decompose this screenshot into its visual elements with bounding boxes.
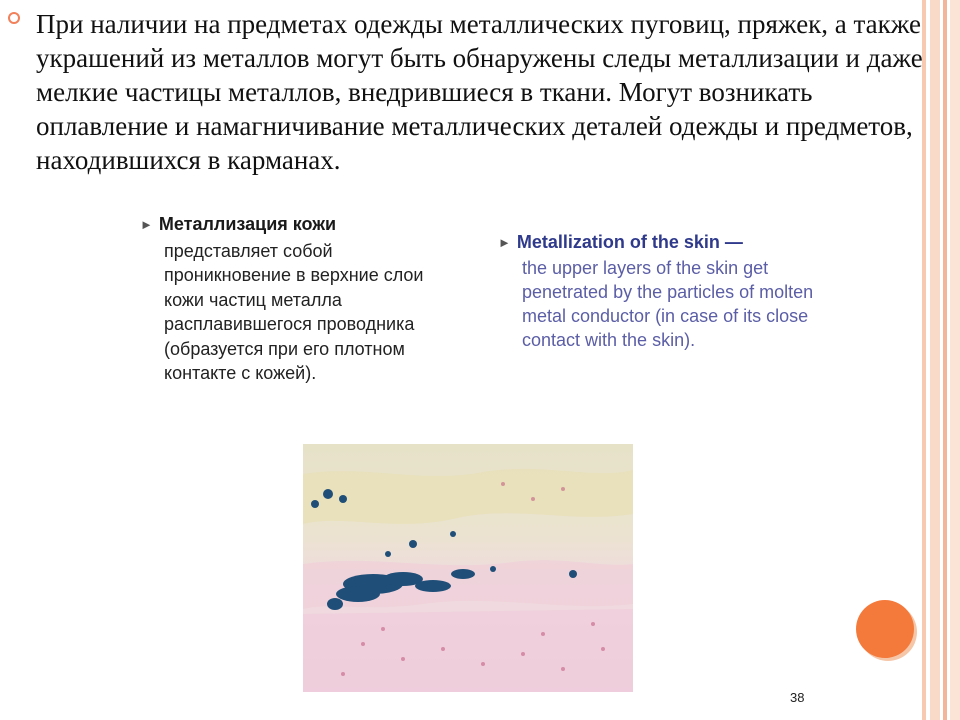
decor-stripe-3 [943,0,947,720]
page-number: 38 [790,690,805,705]
triangle-bullet-icon: ► [140,217,153,232]
skin-microscopy-image [303,444,633,692]
decorative-orange-circle [856,600,914,658]
panel-russian-title: Металлизация кожи [158,214,337,234]
panel-russian [140,212,460,386]
panel-english-title: Metallization of the skin — [516,232,743,252]
main-paragraph: При наличии на предметах одежды металлических пуговиц, пряжек, а также украшений из металлов могут быть обнаружены следы металлизации и даже мелкие частицы металлов, внедрившиеся в ткани. Могут возникать оплавление и намагничивание металлических деталей одежды и предметов, находившихся в карманах. [36,9,923,175]
panel-english [498,230,818,352]
panel-russian-body: представляет собой проникновение в верхние слои кожи частиц металла расплавившегося проводника (образуется при его плотном контакте с кожей). [164,240,424,383]
panel-english-body: the upper layers of the skin get penetrated by the particles of molten metal conductor (in case of its close contact with the skin). [522,258,814,350]
bullet-circle-icon [8,12,20,24]
triangle-bullet-icon: ► [498,235,511,250]
decor-stripe-4 [950,0,960,720]
